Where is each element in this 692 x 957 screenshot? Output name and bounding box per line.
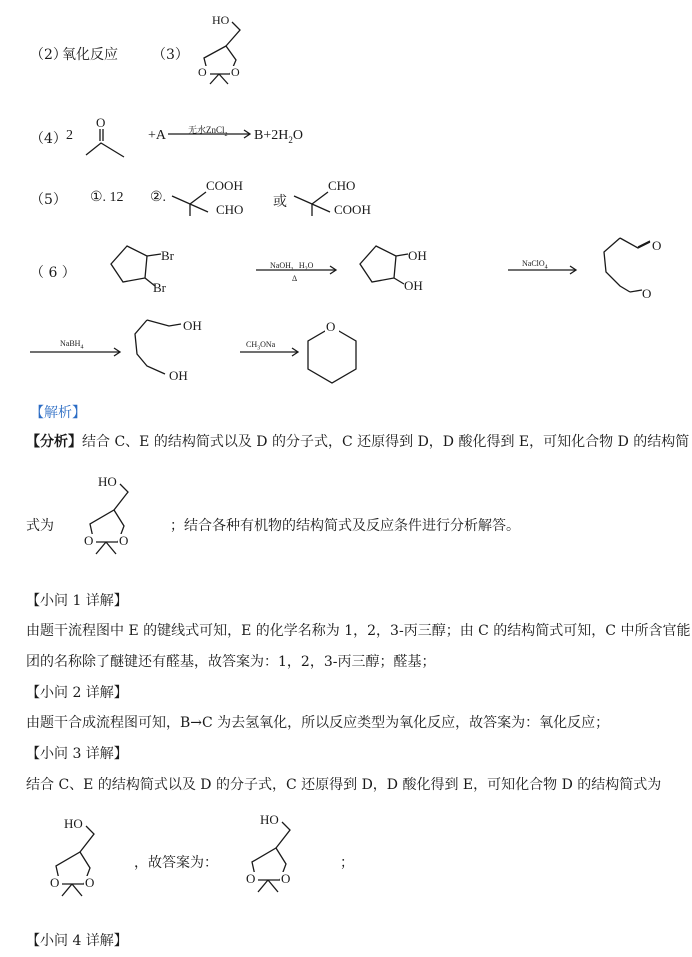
oh-label: OH	[169, 368, 188, 383]
o-label: O	[231, 65, 240, 79]
compound-d-structure-q3-answer	[236, 808, 316, 903]
q1-line1: 由题干流程图中 E 的键线式可知，E 的化学名称为 1，2，3-丙三醇；由 C 的结构简式可知，C 中所含官能	[26, 623, 691, 639]
pentanedial-structure	[590, 228, 680, 308]
ho-label: HO	[98, 474, 117, 489]
q3-answer-prefix: ，故答案为：	[134, 855, 218, 871]
br-label: Br	[153, 280, 166, 295]
q2-heading: 【小问 2 详解】	[26, 685, 128, 701]
q3-semicolon: ；	[340, 855, 354, 871]
q4-plus-a: +A	[148, 128, 167, 143]
o-label: O	[246, 871, 256, 886]
isomer-structure-2	[290, 174, 380, 219]
ho-label: HO	[212, 13, 230, 27]
q6-reagent3: NaBH$_4$	[60, 339, 84, 351]
o-label: O	[281, 871, 291, 886]
q3-heading: 【小问 3 详解】	[26, 746, 128, 762]
q3-line: 结合 C、E 的结构简式以及 D 的分子式，C 还原得到 D，D 酸化得到 E，可知化合物 D 的结构简式为	[26, 777, 662, 793]
compound-d-structure-q3	[40, 812, 120, 907]
o-label: O	[85, 875, 95, 890]
q5-or: 或	[273, 194, 287, 210]
br-label: Br	[161, 248, 174, 263]
isomer-structure-1	[168, 174, 258, 219]
cho-label: CHO	[328, 178, 356, 193]
ho-label: HO	[64, 816, 83, 831]
q1-line2: 团的名称除了醚键还有醛基，故答案为：1，2，3-丙三醇；醛基；	[26, 654, 436, 670]
q4-products: $B+2H_2O$	[254, 128, 303, 145]
q5-part2: ②.	[150, 190, 167, 205]
q6-arrow-4	[240, 347, 302, 357]
q5-label: （5）	[30, 192, 67, 208]
q4-label: （4）	[30, 131, 67, 147]
o-label: O	[652, 238, 662, 253]
oh-label: OH	[183, 318, 202, 333]
dibromocyclopentane-structure	[105, 238, 185, 298]
pentanediol-structure	[125, 310, 225, 390]
tetrahydropyran-structure	[300, 315, 370, 395]
fenxi-paragraph	[26, 431, 689, 451]
o-label: O	[50, 875, 60, 890]
q4-heading: 【小问 4 详解】	[26, 933, 128, 949]
ho-label: HO	[260, 812, 279, 827]
analysis-heading: 【解析】	[30, 405, 86, 421]
o-label: O	[198, 65, 207, 79]
oh-label: OH	[404, 278, 423, 293]
cooh-label: COOH	[334, 202, 371, 217]
cho-label: CHO	[216, 202, 244, 217]
oh-label: OH	[408, 248, 427, 263]
q1-heading: 【小问 1 详解】	[26, 593, 128, 609]
o-label: O	[326, 319, 336, 334]
fenxi-text: 结合 C、E 的结构简式以及 D 的分子式，C 还原得到 D，D 酸化得到 E，可知化合物 D 的结构简	[82, 434, 690, 450]
q6-heat: Δ	[292, 274, 298, 283]
q6-arrow-3	[30, 347, 125, 357]
q4-arrow	[168, 128, 253, 138]
q6-reagent4: $CH_3ONa$	[246, 340, 276, 352]
q2-label: （2）	[30, 47, 67, 63]
o-label: O	[96, 115, 106, 130]
fenxi-cont-suffix: ；结合各种有机物的结构简式及反应条件进行分析解答。	[170, 518, 520, 534]
q6-label: （ 6 ）	[30, 265, 76, 281]
fenxi-label: 【分析】	[26, 434, 82, 450]
fenxi-cont-prefix: 式为	[26, 518, 54, 534]
q2-answer: 氧化反应	[62, 47, 118, 63]
cooh-label: COOH	[206, 178, 243, 193]
q5-part1: ①. 12	[90, 190, 124, 205]
o-label: O	[642, 286, 652, 301]
q4-coefficient: 2	[66, 128, 73, 143]
q6-arrow-1	[256, 265, 340, 275]
o-label: O	[119, 533, 129, 548]
q2-line: 由题干合成流程图可知，B→C 为去氢氧化，所以反应类型为氧化反应，故答案为：氧化反应；	[26, 715, 610, 731]
o-label: O	[84, 533, 94, 548]
q6-reagent1: NaOH，$H_2O$	[270, 261, 314, 273]
q4-condition: 无水ZnCl$_2$	[188, 125, 228, 138]
q6-arrow-2	[508, 265, 580, 275]
cyclopentanediol-structure	[350, 238, 440, 298]
acetone-structure	[80, 115, 130, 160]
q3-label: （3）	[152, 47, 189, 63]
compound-d-structure-analysis	[74, 470, 154, 565]
dioxolane-methanol-structure-top	[190, 8, 260, 88]
q6-reagent2: NaClO$_4$	[522, 259, 548, 271]
